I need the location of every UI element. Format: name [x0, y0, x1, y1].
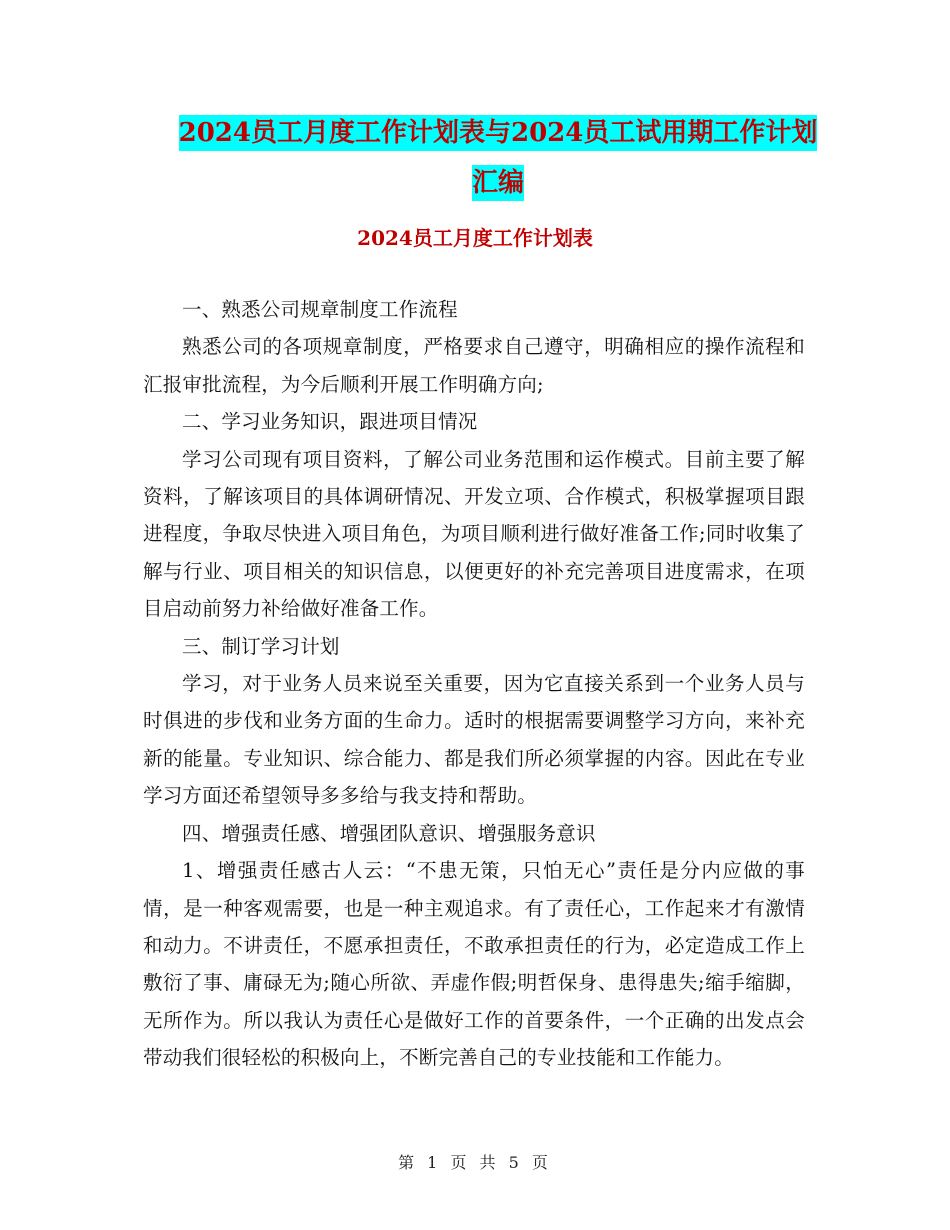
page-footer: 第 1 页 共 5 页 [398, 1153, 552, 1172]
document-body [143, 291, 805, 1077]
paragraph-1: 熟悉公司的各项规章制度，严格要求自己遵守，明确相应的操作流程和汇报审批流程，为今后顺利开展工作明确方向; [143, 335, 805, 396]
heading-1: 一、熟悉公司规章制度工作流程 [182, 298, 458, 321]
heading-4: 四、增强责任感、增强团队意识、增强服务意识 [182, 821, 596, 845]
paragraph-4: 1、增强责任感古人云：“不患无策，只怕无心”责任是分内应做的事情，是一种客观需要，也是一种主观追求。有了责任心，工作起来才有激情和动力。不讲责任，不愿承担责任，不敢承担责任的行为，必定造成工作上敷衍了事、庸碌无为;随心所欲、弄虚作假;明哲保身、患得患失;缩手缩脚，无所作为。所以我认为责任心是做好工作的首要条件，一个正确的出发点会带动我们很轻松的积极向上，不断完善自己的专业技能和工作能力。 [143, 859, 805, 1070]
document-title-line-2: 汇编 [472, 165, 524, 201]
paragraph-3: 学习，对于业务人员来说至关重要，因为它直接关系到一个业务人员与时俱进的步伐和业务方面的生命力。适时的根据需要调整学习方向，来补充新的能量。专业知识、综合能力、都是我们所必须掌握的内容。因此在专业学习方面还希望领导多多给与我支持和帮助。 [143, 672, 805, 808]
document-title-line-1: 2024员工月度工作计划表与2024员工试用期工作计划 [179, 115, 818, 151]
document-title [120, 108, 876, 208]
heading-2: 二、学习业务知识，跟进项目情况 [182, 410, 478, 434]
paragraph-2: 学习公司现有项目资料，了解公司业务范围和运作模式。目前主要了解资料，了解该项目的具体调研情况、开发立项、合作模式，积极掌握项目跟进程度，争取尽快进入项目角色，为项目顺利进行做好准备工作;同时收集了解与行业、项目相关的知识信息，以便更好的补充完善项目进度需求，在项目启动前努力补给做好准备工作。 [143, 447, 805, 621]
heading-3: 三、制订学习计划 [182, 634, 340, 658]
section-title: 2024员工月度工作计划表 [357, 226, 593, 250]
